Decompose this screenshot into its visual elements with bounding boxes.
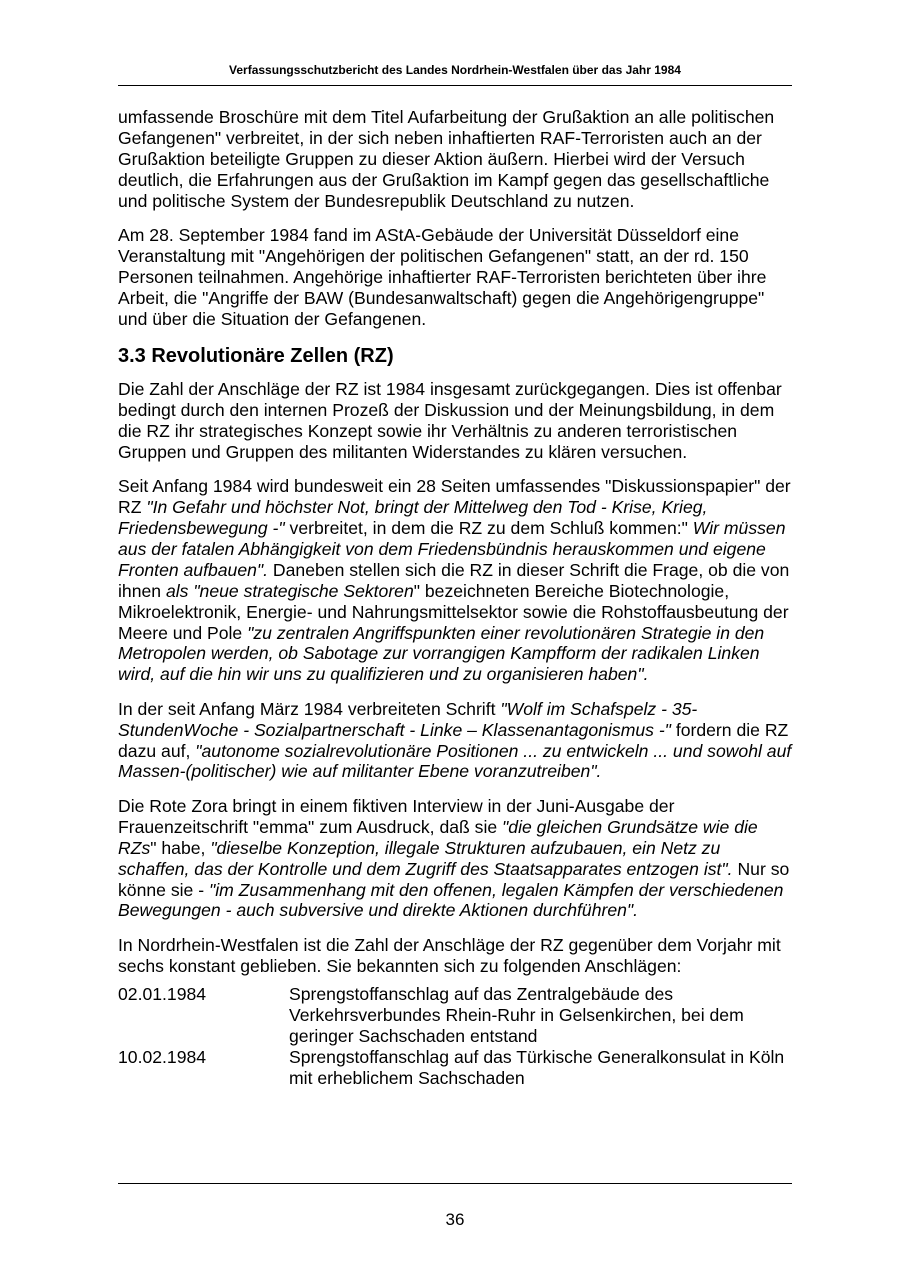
section-heading: 3.3 Revolutionäre Zellen (RZ) bbox=[118, 345, 394, 368]
paragraph-diskussionspapier bbox=[118, 476, 792, 685]
quote-run: "dieselbe Konzeption, illegale Strukturen aufzubauen, ein Netz zu schaffen, das der Kontrolle und dem Zugriff des Staatsapparates entzogen ist". bbox=[118, 837, 733, 879]
quote-run: "In Gefahr und höchster Not, bringt der Mittelweg den Tod - Krise, Krieg, Friedensbewegung -" bbox=[118, 497, 708, 538]
text-run: Nur so könne sie - bbox=[118, 858, 790, 900]
page-number: 36 bbox=[445, 1210, 465, 1229]
attack-description: Sprengstoffanschlag auf das Türkische Generalkonsulat in Köln mit erheblichem Sachschaden bbox=[289, 1046, 785, 1088]
header-rule bbox=[118, 85, 792, 86]
text-run: " habe, bbox=[150, 837, 211, 858]
text-run: Daneben stellen sich die RZ in dieser Schrift die Frage, ob die von ihnen bbox=[118, 559, 790, 601]
quote-run: "zu zentralen Angriffspunkten einer revolutionären Strategie in den Metropolen werden, ob Sabotage zur vorrangigen Kampfform der radikalen Linken wird, auf die hin wir uns zu qualifizieren und zu organisieren haben". bbox=[118, 622, 765, 685]
text-run: " bezeichneten Bereiche Biotechnologie, Mikroelektronik, Energie- und Nahrungsmittelsektor sowie die Rohstoffausbeutung der Meere und Pole bbox=[118, 580, 789, 643]
attack-date: 02.01.1984 bbox=[118, 984, 207, 1005]
text-run: Die Rote Zora bringt in einem fiktiven Interview in der Juni-Ausgabe der Frauenzeitschrift "emma" zum Ausdruck, daß sie bbox=[118, 795, 675, 837]
text-run: verbreitet, in dem die RZ zu dem Schluß kommen:" bbox=[284, 518, 693, 538]
quote-run: Wir müssen aus der fatalen Abhängigkeit von dem Friedensbündnis herauskommen und eigene Fronten aufbauen". bbox=[118, 518, 786, 580]
quote-run: "autonome sozialrevolutionäre Positionen ... zu entwickeln ... und sowohl auf Massen-(politischer) wie auf militanter Ebene voranzutreiben". bbox=[118, 740, 792, 782]
attack-date: 10.02.1984 bbox=[118, 1046, 207, 1067]
quote-run: "im Zusammenhang mit den offenen, legalen Kämpfen der verschiedenen Bewegungen - auch subversive und direkte Aktionen durchführen". bbox=[118, 879, 784, 921]
quote-run: "die gleichen Grundsätze wie die RZs bbox=[118, 816, 758, 858]
footer-rule bbox=[118, 1183, 792, 1184]
paragraph-anschlaege-rueckgang: Die Zahl der Anschläge der RZ ist 1984 insgesamt zurückgegangen. Dies ist offenbar bedingt durch den internen Prozeß der Diskussion und der Meinungsbildung, in dem die RZ ihr strategisches Konzept sowie ihr Verhältnis zu anderen terroristischen Gruppen und Gruppen des militanten Widerstandes zu klären versuchen. bbox=[118, 379, 782, 462]
quote-run: als "neue strategische Sektoren bbox=[165, 580, 414, 601]
paragraph-rote-zora bbox=[118, 796, 792, 921]
paragraph-grussaktion: umfassende Broschüre mit dem Titel Aufarbeitung der Grußaktion an alle politischen Gefangenen" verbreitet, in der sich neben inhaftierten RAF-Terroristen auch an der Grußaktion beteiligte Gruppen zu dieser Aktion äußern. Hierbei wird der Versuch deutlich, die Erfahrungen aus der Grußaktion im Kampf gegen das gesellschaftliche und politische System der Bundesrepublik Deutschland zu nutzen. bbox=[118, 107, 775, 211]
text-run: Seit Anfang 1984 wird bundesweit ein 28 Seiten umfassendes "Diskussionspapier" der RZ bbox=[118, 476, 791, 518]
attack-row bbox=[118, 1047, 792, 1089]
attack-description: Sprengstoffanschlag auf das Zentralgebäude des Verkehrsverbundes Rhein-Ruhr in Gelsenkirchen, bei dem geringer Sachschaden entstand bbox=[289, 984, 744, 1046]
running-header: Verfassungsschutzbericht des Landes Nordrhein-Westfalen über das Jahr 1984 bbox=[229, 63, 681, 77]
quote-run: "Wolf im Schafspelz - 35-StundenWoche - Sozialpartnerschaft - Linke – Klassenantagonismus -" bbox=[118, 698, 698, 740]
paragraph-nrw-anschlaege: In Nordrhein-Westfalen ist die Zahl der Anschläge der RZ gegenüber dem Vorjahr mit sechs konstant geblieben. Sie bekannten sich zu folgenden Anschlägen: bbox=[118, 934, 781, 976]
attack-row bbox=[118, 984, 792, 1047]
paragraph-wolf-im-schafspelz bbox=[118, 699, 792, 783]
paragraph-asta-veranstaltung: Am 28. September 1984 fand im AStA-Gebäude der Universität Düsseldorf eine Veranstaltung mit "Angehörigen der politischen Gefangenen" statt, an der rd. 150 Personen teilnahmen. Angehörige inhaftierter RAF-Terroristen berichteten über ihre Arbeit, die "Angriffe der BAW (Bundesanwaltschaft) gegen die Angehörigengruppe" und über die Situation der Gefangenen. bbox=[118, 225, 767, 329]
document-body bbox=[118, 107, 792, 1089]
text-run: In der seit Anfang März 1984 verbreiteten Schrift bbox=[118, 698, 501, 719]
attack-list bbox=[118, 984, 792, 1089]
text-run: fordern die RZ dazu auf, bbox=[118, 719, 789, 761]
